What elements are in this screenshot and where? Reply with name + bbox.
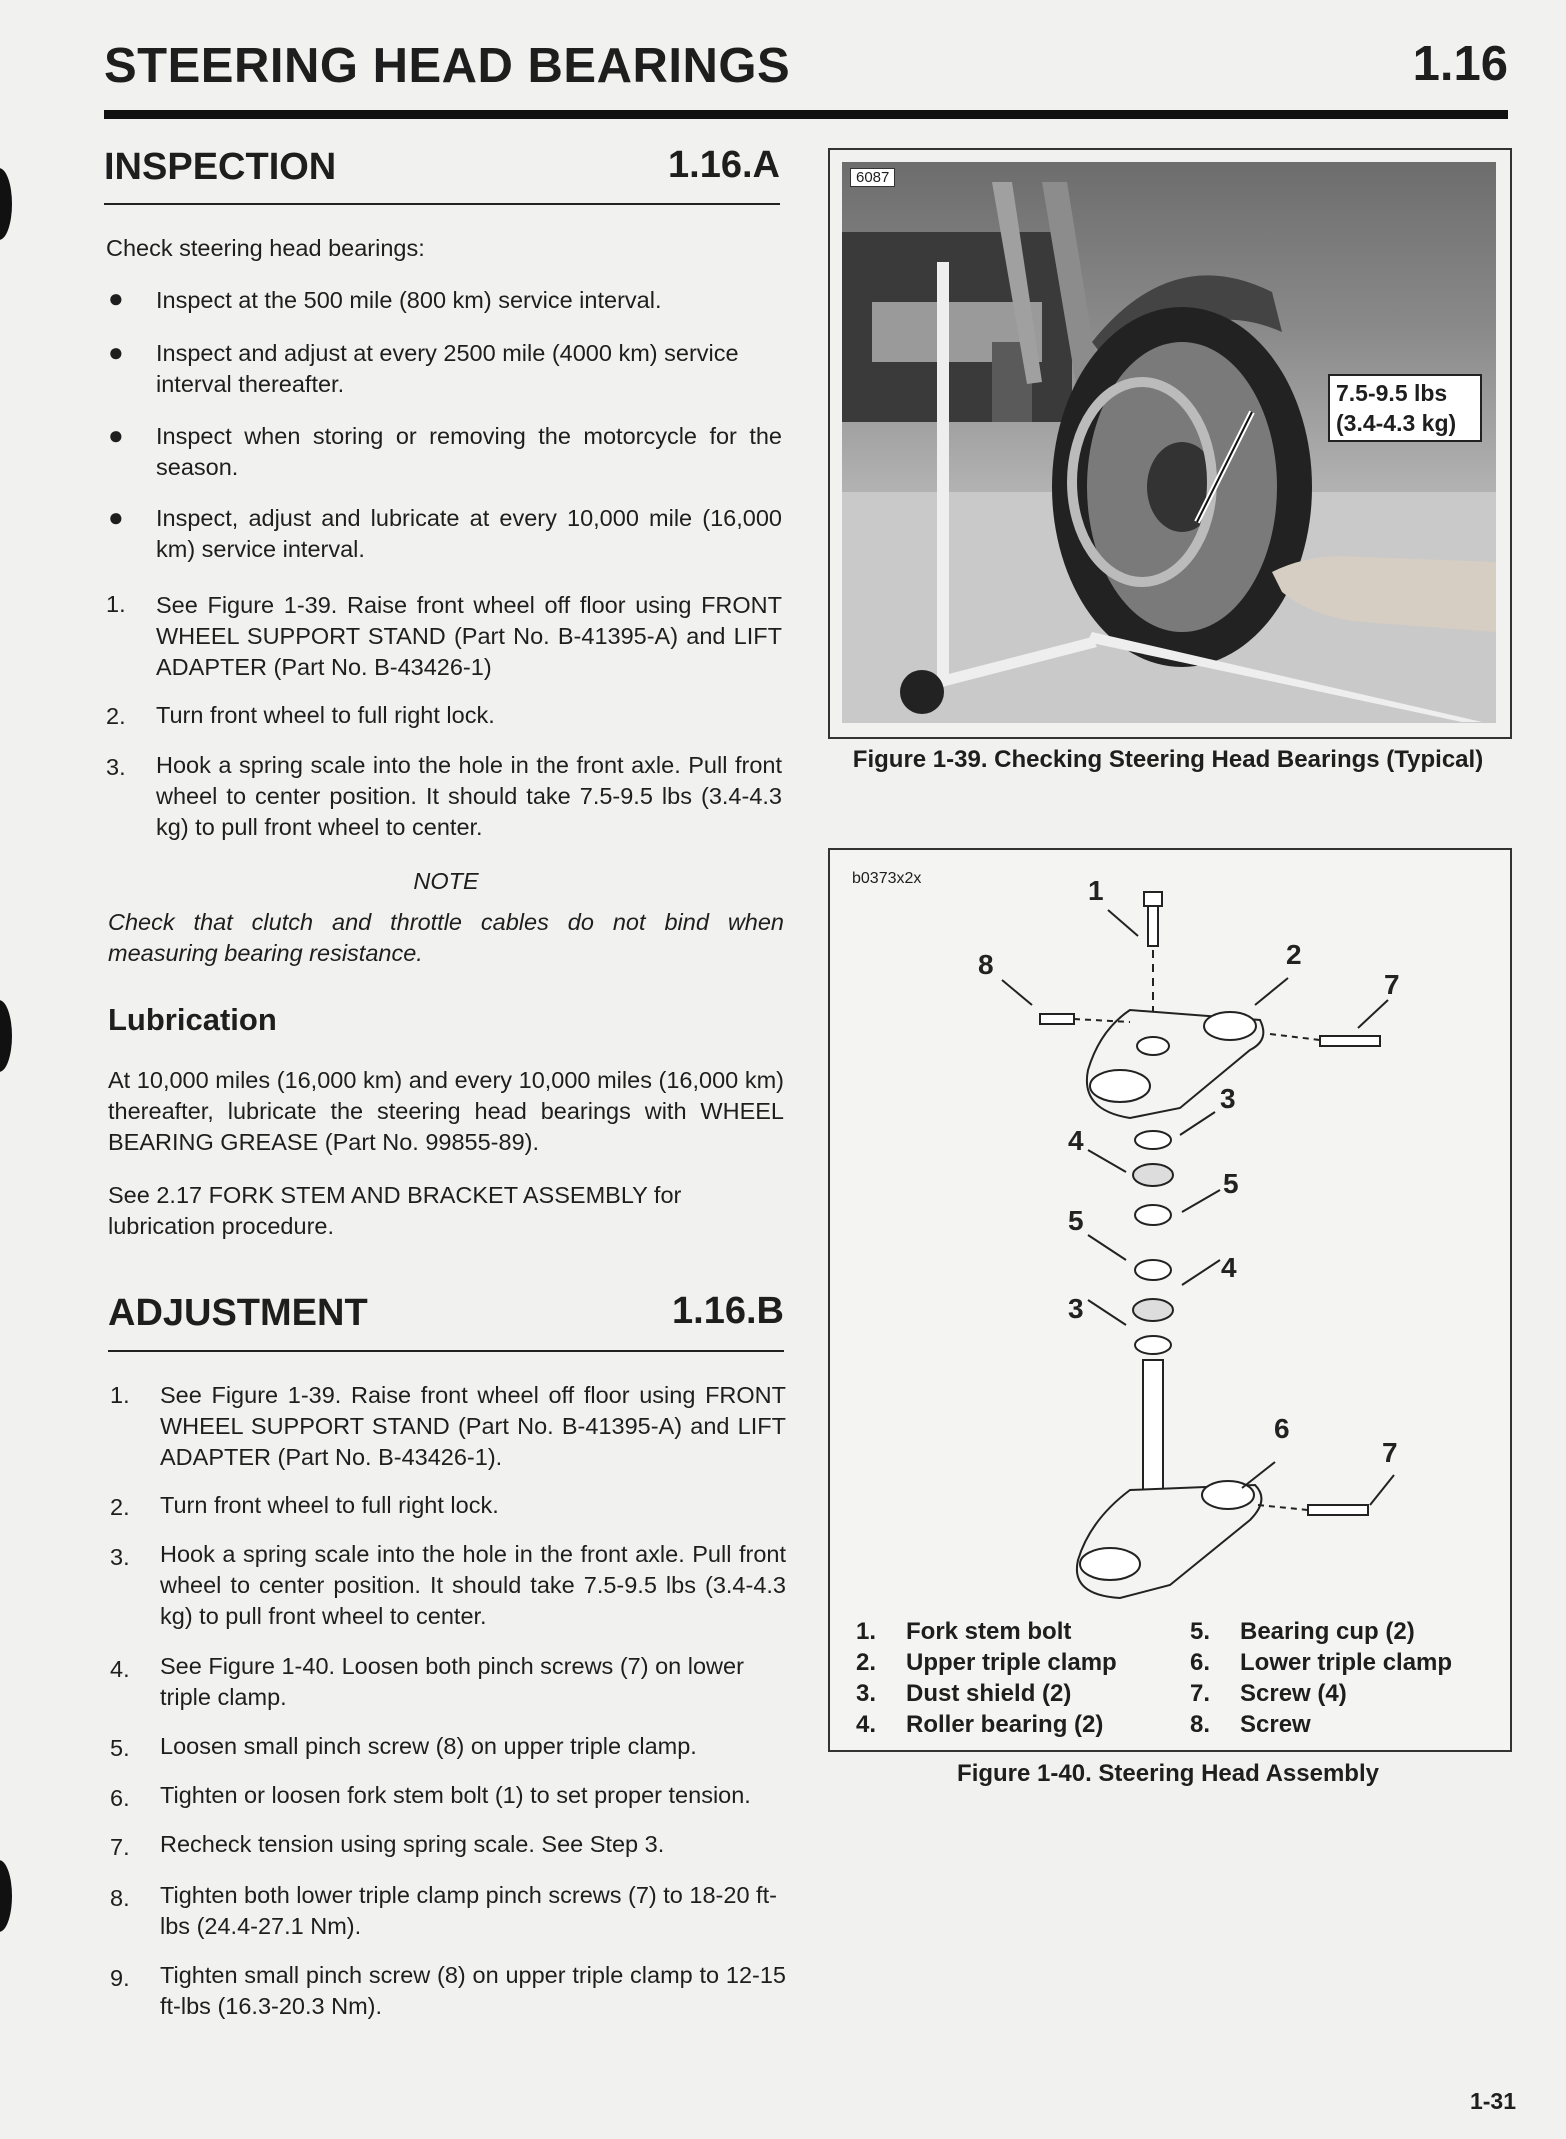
legend-number: 3. (856, 1680, 877, 1707)
legend-number: 6. (1190, 1649, 1211, 1676)
legend-text: Upper triple clamp (906, 1649, 1117, 1676)
note-text: Check that clutch and throttle cables do not bind when measuring bearing resistance. (108, 909, 784, 966)
legend-number: 1. (856, 1618, 877, 1645)
legend-row (856, 1649, 1496, 1680)
page-title: STEERING HEAD BEARINGS (104, 39, 791, 93)
figure-1-40-caption: Figure 1-40. Steering Head Assembly (957, 1760, 1379, 1787)
legend-text: Bearing cup (2) (1240, 1618, 1415, 1645)
bullet-dot: ● (108, 283, 124, 313)
step-number: 3. (110, 1544, 130, 1570)
inspection-step: See Figure 1-39. Raise front wheel off floor using FRONT WHEEL SUPPORT STAND (Part No. B-41395-A) and LIFT ADAPTER (Part No. B-43426-1) (156, 592, 782, 680)
legend-number: 8. (1190, 1711, 1211, 1738)
legend-text: Screw (4) (1240, 1680, 1347, 1707)
legend-text: Roller bearing (2) (906, 1711, 1104, 1738)
legend-number: 2. (856, 1649, 877, 1676)
inspection-intro: Check steering head bearings: (106, 235, 425, 261)
legend-row (856, 1711, 1496, 1742)
inspection-bullet: Inspect, adjust and lubricate at every 10,000 mile (16,000 km) service interval. (156, 505, 782, 562)
bullet-dot: ● (108, 420, 124, 450)
header-rule (104, 110, 1508, 119)
callout-8: 8 (978, 949, 994, 980)
adjustment-step: Turn front wheel to full right lock. (160, 1492, 499, 1518)
legend-number: 4. (856, 1711, 877, 1738)
bullet-dot: ● (108, 502, 124, 532)
callout-2: 2 (1286, 939, 1302, 970)
note-heading: NOTE (413, 868, 479, 894)
figure-1-39-caption: Figure 1-39. Checking Steering Head Bearings (Typical) (852, 746, 1484, 773)
step-number: 2. (106, 703, 126, 729)
legend-row (856, 1680, 1496, 1711)
inspection-bullet: Inspect when storing or removing the motorcycle for the season. (156, 423, 782, 480)
adjustment-step: See Figure 1-40. Loosen both pinch screws (7) on lower triple clamp. (160, 1653, 744, 1710)
step-number: 7. (110, 1834, 130, 1860)
callout-7: 7 (1384, 969, 1400, 1000)
legend-number: 5. (1190, 1618, 1211, 1645)
section-rule (108, 1350, 784, 1352)
legend-text: Fork stem bolt (906, 1618, 1072, 1645)
inspection-step: Hook a spring scale into the hole in the front axle. Pull front wheel to center position. It should take 7.5-9.5 lbs (3.4-4.3 kg) to pull front wheel to center. (156, 752, 782, 840)
step-number: 5. (110, 1735, 130, 1761)
page-number: 1-31 (1469, 2088, 1516, 2114)
adjustment-step: Hook a spring scale into the hole in the front axle. Pull front wheel to center position. It should take 7.5-9.5 lbs (3.4-4.3 kg) to pull front wheel to center. (160, 1541, 786, 1629)
step-number: 2. (110, 1494, 130, 1520)
section-number: 1.16 (1412, 37, 1508, 91)
force-callout (1328, 374, 1482, 442)
callout-5: 5 (1068, 1205, 1084, 1236)
callout-line: 7.5-9.5 lbs (1336, 380, 1448, 406)
callout-6: 6 (1274, 1413, 1290, 1444)
photo-id-label: 6087 (850, 168, 895, 187)
binder-hole (0, 1860, 12, 1932)
callout-7: 7 (1382, 1437, 1398, 1468)
diagram-id-label: b0373x2x (852, 870, 922, 887)
lubrication-paragraph: At 10,000 miles (16,000 km) and every 10,000 miles (16,000 km) thereafter, lubricate the steering head bearings with WHEEL BEARING GREASE (Part No. 99855-89). (108, 1067, 784, 1155)
adjustment-step: Recheck tension using spring scale. See Step 3. (160, 1831, 665, 1857)
lubrication-paragraph: See 2.17 FORK STEM AND BRACKET ASSEMBLY for lubrication procedure. (108, 1182, 682, 1239)
lubrication-heading: Lubrication (108, 1002, 277, 1037)
adjustment-step: Tighten or loosen fork stem bolt (1) to set proper tension. (160, 1782, 751, 1808)
figure-legend (856, 1618, 1496, 1742)
binder-hole (0, 168, 12, 240)
step-number: 8. (110, 1885, 130, 1911)
section-rule (104, 203, 780, 205)
callout-5: 5 (1223, 1168, 1239, 1199)
motorcycle-photo (842, 162, 1496, 723)
legend-row (856, 1618, 1496, 1649)
inspection-heading: INSPECTION (104, 146, 337, 188)
figure-1-40-frame (828, 848, 1512, 1752)
legend-text: Lower triple clamp (1240, 1649, 1453, 1676)
legend-text: Screw (1240, 1711, 1311, 1738)
callout-3: 3 (1220, 1083, 1236, 1114)
callout-line: (3.4-4.3 kg) (1336, 410, 1457, 436)
callout-1: 1 (1088, 875, 1104, 906)
adjustment-step: See Figure 1-39. Raise front wheel off floor using FRONT WHEEL SUPPORT STAND (Part No. B-41395-A) and LIFT ADAPTER (Part No. B-43426-1). (160, 1382, 786, 1470)
adjustment-heading: ADJUSTMENT (108, 1292, 368, 1334)
bullet-dot: ● (108, 337, 124, 367)
adjustment-step: Loosen small pinch screw (8) on upper triple clamp. (160, 1733, 697, 1759)
steering-head-diagram (830, 850, 1510, 1610)
binder-hole (0, 1000, 12, 1072)
step-number: 3. (106, 754, 126, 780)
inspection-step: Turn front wheel to full right lock. (156, 702, 495, 728)
callout-3: 3 (1068, 1293, 1084, 1324)
inspection-number: 1.16.A (668, 144, 780, 186)
inspection-bullet: Inspect at the 500 mile (800 km) service interval. (156, 287, 662, 313)
inspection-bullet: Inspect and adjust at every 2500 mile (4000 km) service interval thereafter. (156, 340, 739, 397)
step-number: 4. (110, 1656, 130, 1682)
callout-4: 4 (1221, 1252, 1237, 1283)
callout-4: 4 (1068, 1125, 1084, 1156)
step-number: 6. (110, 1785, 130, 1811)
adjustment-step: Tighten both lower triple clamp pinch screws (7) to 18-20 ft-lbs (24.4-27.1 Nm). (160, 1882, 777, 1939)
legend-number: 7. (1190, 1680, 1211, 1707)
adjustment-step: Tighten small pinch screw (8) on upper triple clamp to 12-15 ft-lbs (16.3-20.3 Nm). (160, 1962, 786, 2019)
adjustment-number: 1.16.B (672, 1290, 784, 1332)
figure-1-39-frame (828, 148, 1512, 739)
step-number: 9. (110, 1965, 130, 1991)
legend-text: Dust shield (2) (906, 1680, 1072, 1707)
step-number: 1. (110, 1382, 130, 1408)
step-number: 1. (106, 591, 126, 617)
